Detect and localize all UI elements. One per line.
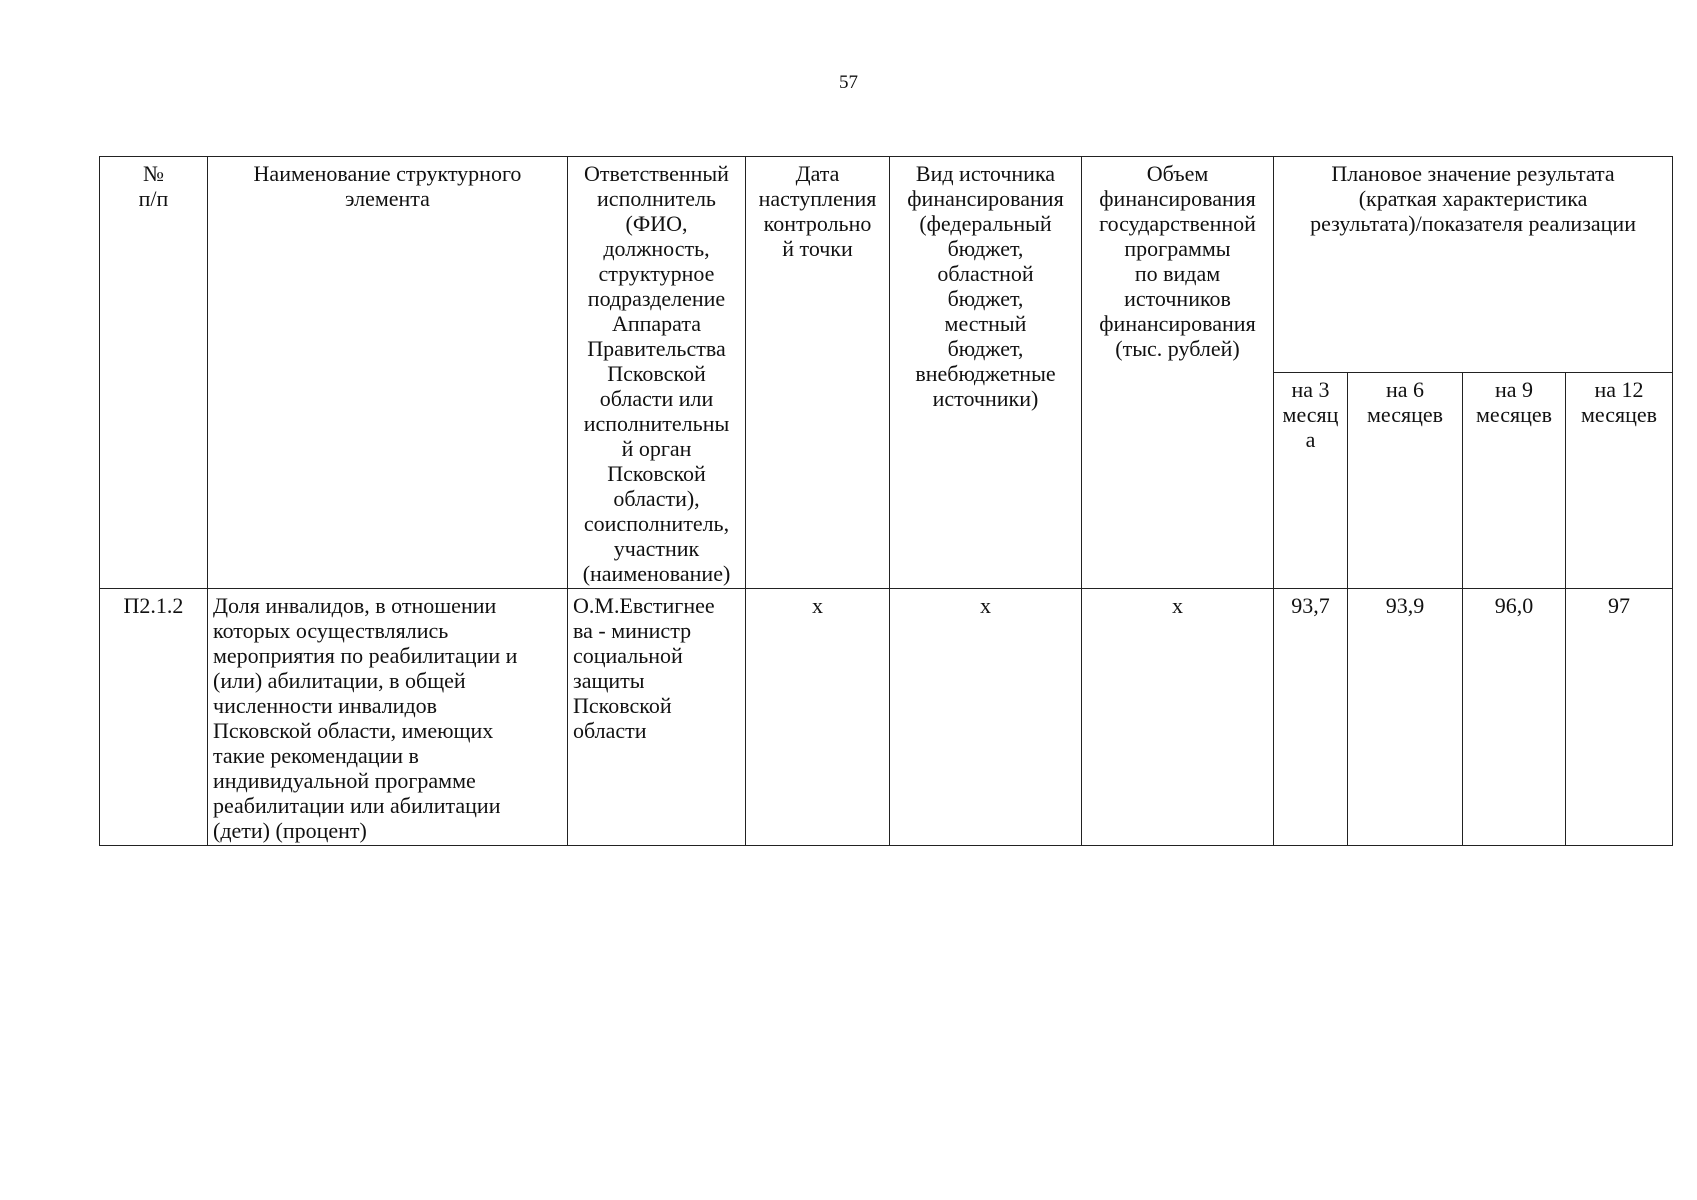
cell-name: Доля инвалидов, в отношении которых осуществлялись мероприятия по реабилитации и (или) абилитации, в общей численности инвалидов Псковской области, имеющих такие рекомендации в индивидуальной программе реабилитации или абилитации (дети) (процент) bbox=[208, 589, 568, 846]
header-6-months: на 6 месяцев bbox=[1348, 373, 1463, 589]
results-table bbox=[99, 156, 1673, 846]
header-name: Наименование структурного элемента bbox=[208, 157, 568, 589]
cell-source: х bbox=[890, 589, 1082, 846]
cell-9-months: 96,0 bbox=[1463, 589, 1566, 846]
header-num: № п/п bbox=[100, 157, 208, 589]
header-responsible: Ответственный исполнитель (ФИО, должность, структурное подразделение Аппарата Правительства Псковской области или исполнительны й орган Псковской области), соисполнитель, участник (наименование) bbox=[568, 157, 746, 589]
header-date: Дата наступления контрольно й точки bbox=[746, 157, 890, 589]
cell-12-months: 97 bbox=[1566, 589, 1673, 846]
cell-date: х bbox=[746, 589, 890, 846]
table-row bbox=[100, 589, 1673, 846]
cell-responsible: О.М.Евстигнее ва - министр социальной защиты Псковской области bbox=[568, 589, 746, 846]
page-number: 57 bbox=[839, 72, 858, 93]
header-volume: Объем финансирования государственной программы по видам источников финансирования (тыс. рублей) bbox=[1082, 157, 1274, 589]
header-row-top bbox=[100, 157, 1673, 373]
header-3-months: на 3 месяц а bbox=[1274, 373, 1348, 589]
cell-volume: х bbox=[1082, 589, 1274, 846]
cell-3-months: 93,7 bbox=[1274, 589, 1348, 846]
header-9-months: на 9 месяцев bbox=[1463, 373, 1566, 589]
header-12-months: на 12 месяцев bbox=[1566, 373, 1673, 589]
header-planned: Плановое значение результата (краткая характеристика результата)/показателя реализации bbox=[1274, 157, 1673, 373]
cell-6-months: 93,9 bbox=[1348, 589, 1463, 846]
header-source: Вид источника финансирования (федеральный бюджет, областной бюджет, местный бюджет, внебюджетные источники) bbox=[890, 157, 1082, 589]
cell-num: П2.1.2 bbox=[100, 589, 208, 846]
